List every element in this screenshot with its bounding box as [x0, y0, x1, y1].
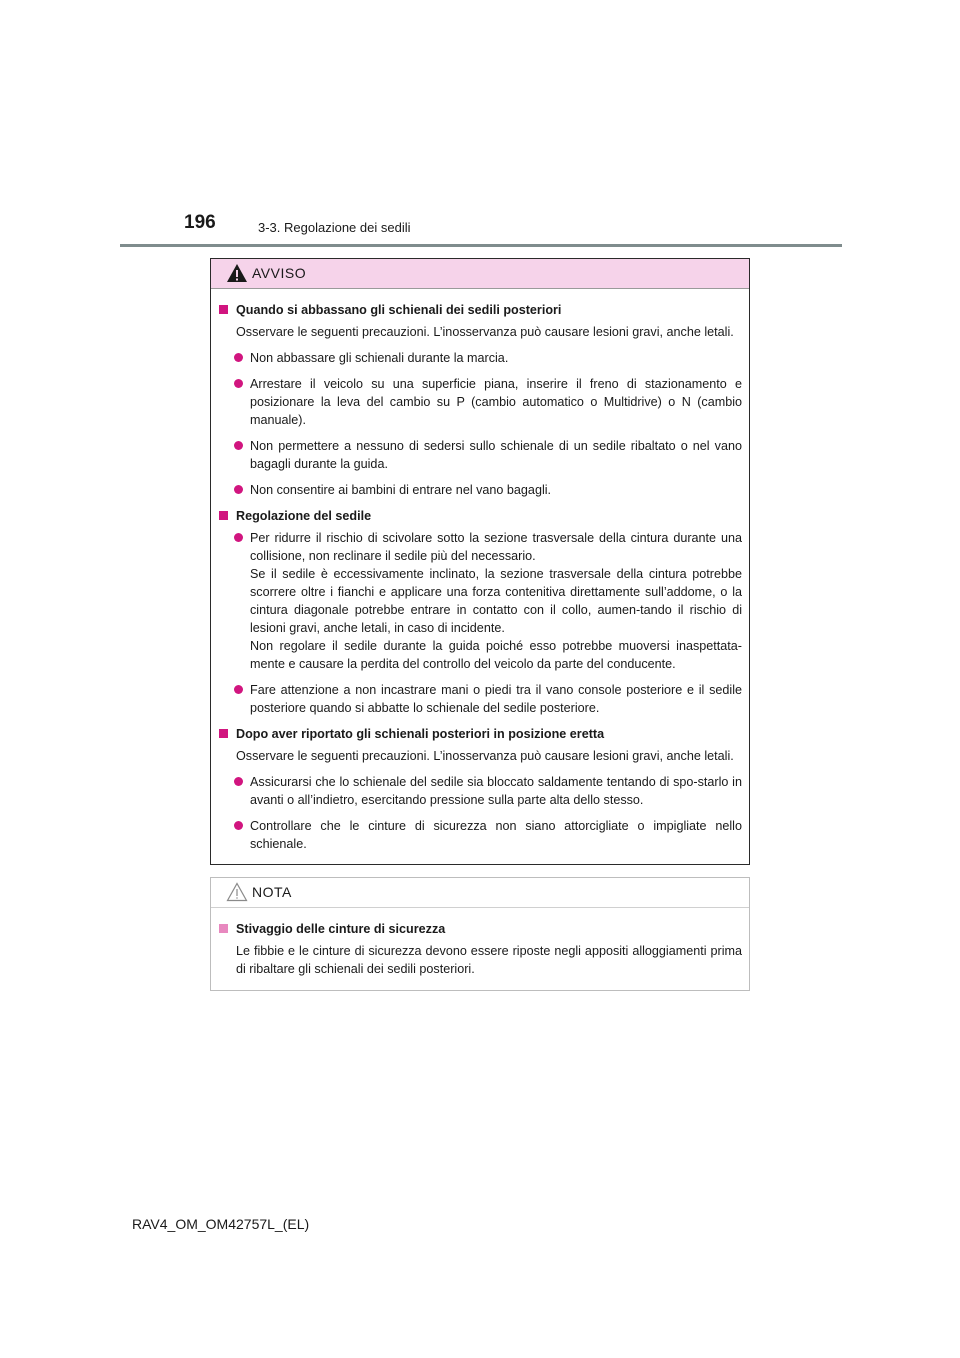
square-bullet-icon: [219, 924, 228, 933]
header-divider: [120, 244, 842, 247]
note-box: [210, 877, 750, 991]
round-bullet-icon: [234, 685, 243, 694]
subsection-heading: [219, 507, 742, 525]
page-header: [120, 212, 842, 248]
warning-label: AVVISO: [252, 265, 307, 281]
list-item: [219, 375, 742, 429]
list-item: [219, 481, 742, 499]
subsection-title: Regolazione del sedile: [236, 509, 372, 523]
round-bullet-icon: [234, 485, 243, 494]
round-bullet-icon: [234, 379, 243, 388]
document-code: RAV4_OM_OM42757L_(EL): [132, 1216, 310, 1232]
subsection-title: Stivaggio delle cinture di sicurezza: [236, 922, 446, 936]
list-item-text: Assicurarsi che lo schienale del sedile sia bloccato saldamente tentando di spo-starlo in avanti o all’indietro, esercitando pressione sulla parte alta dello stesso.: [250, 775, 742, 807]
square-bullet-icon: [219, 511, 228, 520]
list-item-text: Se il sedile è eccessivamente inclinato, la sezione trasversale della cintura potrebbe scorrere oltre i fianchi e applicare una forza contenitiva direttamente sull’addome, o la cintura diagonale potrebbe entrare in contatto con il collo, aumen-tando il rischio di lesioni gravi, anche letali, in caso di incidente.: [250, 567, 742, 635]
square-bullet-icon: [219, 305, 228, 314]
list-item-text: Non abbassare gli schienali durante la marcia.: [250, 351, 509, 365]
list-item-text: Fare attenzione a non incastrare mani o piedi tra il vano console posteriore e il sedile posteriore quando si abbatte lo schienale del sedile posteriore.: [250, 683, 742, 715]
list-item-text: Non permettere a nessuno di sedersi sullo schienale di un sedile ribaltato o nel vano bagagli durante la guida.: [250, 439, 742, 471]
subsection-intro: Osservare le seguenti precauzioni. L’inosservanza può causare lesioni gravi, anche letali.: [236, 749, 734, 763]
subsection-title: Quando si abbassano gli schienali dei sedili posteriori: [236, 303, 562, 317]
list-item: [219, 773, 742, 809]
round-bullet-icon: [234, 533, 243, 542]
list-item-text: Non regolare il sedile durante la guida poiché esso potrebbe muoversi inaspettata-mente e causare la perdita del controllo del veicolo da parte del conducente.: [250, 639, 742, 671]
page-number: 196: [184, 212, 216, 233]
list-item: [219, 437, 742, 473]
list-item: [219, 349, 742, 367]
list-item-text: Arrestare il veicolo su una superficie piana, inserire il freno di stazionamento e posizionare la leva del cambio su P (cambio automatico o Multidrive) o N (cambio manuale).: [250, 377, 742, 427]
subsection-heading: [219, 725, 742, 743]
list-item-text: Per ridurre il rischio di scivolare sotto la sezione trasversale della cintura durante una collisione, non reclinare il sedile più del necessario.: [250, 531, 742, 563]
round-bullet-icon: [234, 441, 243, 450]
list-item-text: Non consentire ai bambini di entrare nel vano bagagli.: [250, 483, 552, 497]
caution-outline-icon: [226, 882, 248, 902]
square-bullet-icon: [219, 729, 228, 738]
note-label: NOTA: [252, 884, 292, 900]
warning-header: [211, 259, 749, 289]
warning-box: [210, 258, 750, 865]
note-content: [211, 908, 749, 978]
round-bullet-icon: [234, 353, 243, 362]
round-bullet-icon: [234, 821, 243, 830]
list-item: [219, 529, 742, 673]
list-item: [219, 817, 742, 853]
subsection-intro: Osservare le seguenti precauzioni. L’inosservanza può causare lesioni gravi, anche letali.: [236, 325, 734, 339]
warning-content: [211, 289, 749, 853]
note-text: Le fibbie e le cinture di sicurezza devono essere riposte negli appositi alloggiamenti prima di ribaltare gli schienali dei sedili posteriori.: [236, 944, 742, 976]
note-header: [211, 878, 749, 908]
list-item-text: Controllare che le cinture di sicurezza non siano attorcigliate o impigliate nello schienale.: [250, 819, 742, 851]
subsection-title: Dopo aver riportato gli schienali posteriori in posizione eretta: [236, 727, 605, 741]
round-bullet-icon: [234, 777, 243, 786]
warning-triangle-icon: [226, 263, 248, 283]
subsection-heading: [219, 920, 742, 938]
subsection-heading: [219, 301, 742, 319]
section-title: 3-3. Regolazione dei sedili: [258, 220, 411, 235]
list-item: [219, 681, 742, 717]
